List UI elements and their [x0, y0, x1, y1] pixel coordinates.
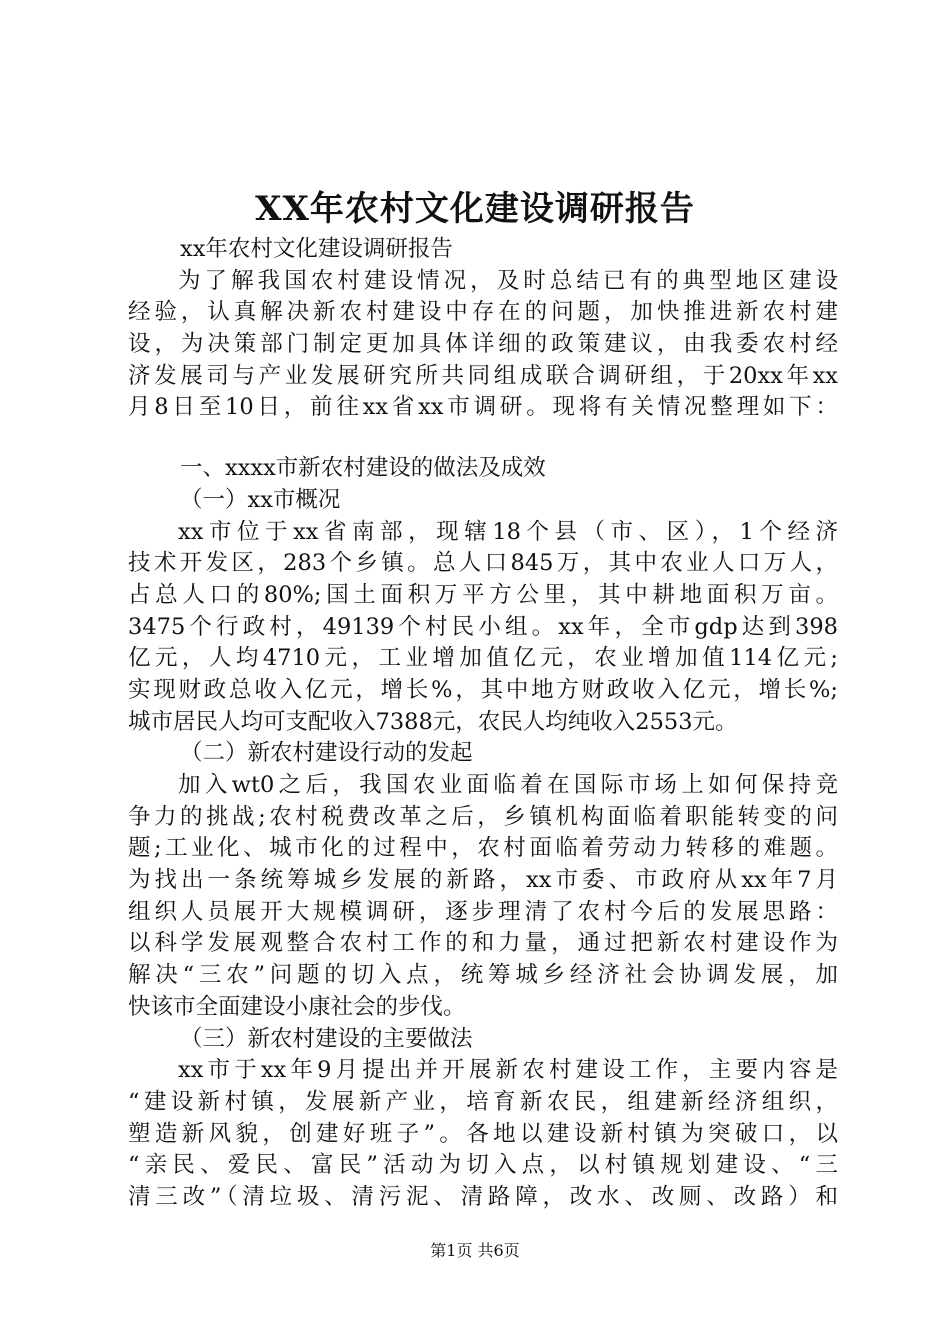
paragraph-line: 题;工业化、城市化的过程中，农村面临着劳动力转移的难题。 — [128, 835, 838, 862]
paragraph-line: 加入wt0之后，我国农业面临着在国际市场上如何保持竞 — [178, 772, 838, 798]
paragraph-line: xx市位于xx省南部，现辖18个县（市、区），1个经济 — [178, 518, 838, 545]
paragraph-line: xx市于xx年9月提出并开展新农村建设工作，主要内容是 — [178, 1057, 838, 1084]
paragraph-line: 为了解我国农村建设情况，及时总结已有的典型地区建设 — [178, 267, 838, 294]
paragraph-line: 亿元，人均4710元，工业增加值亿元，农业增加值114亿元; — [128, 645, 838, 672]
section-heading: 一、xxxx市新农村建设的做法及成效 — [180, 455, 546, 482]
paragraph-line: 实现财政总收入亿元，增长%，其中地方财政收入亿元，增长%; — [128, 676, 838, 703]
paragraph-line: 济发展司与产业发展研究所共同组成联合调研组，于20xx年xx — [128, 362, 838, 389]
subsection-heading: （二）新农村建设行动的发起 — [180, 740, 473, 767]
paragraph-line: 设，为决策部门制定更加具体详细的政策建议，由我委农村经 — [128, 331, 838, 358]
paragraph-line: 技术开发区，283个乡镇。总人口845万，其中农业人口万人， — [128, 550, 838, 577]
paragraph-line: 占总人口的80%;国土面积万平方公里，其中耕地面积万亩。 — [128, 581, 838, 608]
subsection-heading: （一）xx市概况 — [180, 486, 341, 513]
paragraph-line: 城市居民人均可支配收入7388元，农民人均纯收入2553元。 — [128, 708, 738, 735]
paragraph-line: 以科学发展观整合农村工作的和力量，通过把新农村建设作为 — [128, 930, 838, 957]
paragraph-line: 为找出一条统筹城乡发展的新路，xx市委、市政府从xx年7月 — [128, 867, 838, 894]
paragraph-line: 快该市全面建设小康社会的步伐。 — [128, 993, 466, 1020]
paragraph-gap — [128, 424, 838, 453]
paragraph-line: 组织人员展开大规模调研，逐步理清了农村今后的发展思路： — [128, 898, 838, 925]
paragraph-line: “建设新村镇，发展新产业，培育新农民，组建新经济组织， — [128, 1088, 838, 1115]
paragraph-line: 月8日至10日，前往xx省xx市调研。现将有关情况整理如下： — [128, 394, 838, 421]
subtitle-line: xx年农村文化建设调研报告 — [180, 236, 453, 262]
subsection-heading: （三）新农村建设的主要做法 — [180, 1025, 473, 1052]
document-title: XX年农村文化建设调研报告 — [255, 189, 695, 229]
paragraph-line: 解决“三农”问题的切入点，统筹城乡经济社会协调发展，加 — [128, 962, 838, 989]
paragraph-line: 塑造新风貌，创建好班子”。各地以建设新村镇为突破口，以 — [128, 1120, 838, 1147]
paragraph-line: 经验，认真解决新农村建设中存在的问题，加快推进新农村建 — [128, 299, 838, 326]
paragraph-line: 争力的挑战;农村税费改革之后，乡镇机构面临着职能转变的问 — [128, 803, 838, 830]
paragraph-line: “亲民、爱民、富民”活动为切入点，以村镇规划建设、“三 — [128, 1152, 838, 1179]
paragraph-line: 清三改”（清垃圾、清污泥、清路障，改水、改厕、改路）和 — [128, 1183, 838, 1210]
page-footer: 第1页 共6页 — [430, 1241, 520, 1260]
document-body — [128, 234, 838, 1214]
paragraph-line: 3475个行政村，49139个村民小组。xx年，全市gdp达到398 — [128, 613, 838, 640]
